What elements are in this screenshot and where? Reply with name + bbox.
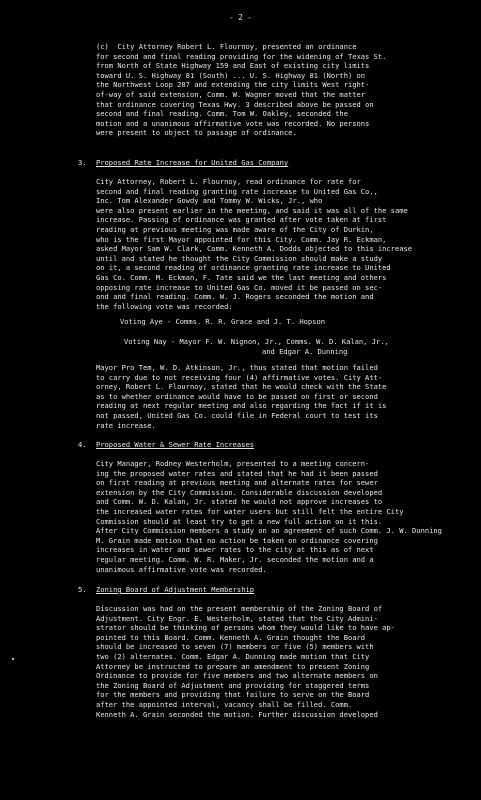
item-3-line: increase. Passing of ordinance was granted after vote taken at first <box>96 215 387 225</box>
item-5-line: the Zoning Board of Adjustment and providing for staggered terms <box>96 680 370 690</box>
intro-line: for second and final reading providing for the widening of Texas St. <box>96 51 387 61</box>
item-5-body <box>96 604 395 719</box>
item-5-line: Attorney be instructed to prepare an amendment to present Zoning <box>96 661 370 671</box>
item-5-line: Kenneth A. Grain seconded the motion. Further discussion developed <box>96 709 378 719</box>
item-3-after-line: as to whether ordinance would have to be passed on first or second <box>96 391 378 401</box>
intro-line: that ordinance covering Texas Hwy. 3 described above be passed on <box>96 99 374 109</box>
item-3-line: Inc. Tom Alexander Gowdy and Tommy W. Wicks, Jr., who <box>96 196 323 206</box>
vote-line: Voting Aye - Comms. R. R. Grace and J. T. Hopson <box>120 317 325 326</box>
item-3-number: 3. <box>78 158 87 167</box>
item-5-line: strator should be thinking of persons whom they would like to have ap- <box>96 623 395 633</box>
item-5-title: Zoning Board of Adjustment Membership <box>96 585 255 594</box>
item-4-line: City Manager, Rodney Westerholm, presented to a meeting concern- <box>96 459 370 468</box>
item-5-line: Discussion was had on the present membership of the Zoning Board of <box>96 604 383 613</box>
item-3-line: were also present earlier in the meeting, and said it was all of the same <box>96 205 408 215</box>
item-4-line: Commission should at least try to get a new full action on it this. <box>96 516 383 526</box>
item-4-line: on first reading at previous meeting and alternate rates for sewer <box>96 478 378 488</box>
item-4-line: M. Grain made motion that no action be taken on ordinance covering <box>96 535 378 545</box>
item-5-line: for the members and providing that failure to serve on the Board <box>96 690 370 700</box>
item-4-line: the increased water rates for water users but still felt the entire City <box>96 506 404 516</box>
vote-line: and Edgar A. Dunning <box>262 347 348 356</box>
item-4-line: unanimous affirmative vote was recorded. <box>96 564 267 574</box>
item-3-line: the following vote was recorded: <box>96 301 233 311</box>
intro-paragraph <box>96 42 386 138</box>
item-3-line: asked Mayor Sam W. Clark, Comm. Kenneth A. Dodds objected to this increase <box>96 244 413 254</box>
item-3-line: until and stated he thought the City Commission should make a study <box>96 253 383 263</box>
vote-line: Voting Nay - Mayor F. W. Nignon, Jr., Comms. W. D. Kalan, Jr., <box>124 337 389 346</box>
page-number: - 2 - <box>229 13 252 22</box>
item-4-line: After City Commission members a study on an agreement of such Comm. J. W. Dunning <box>96 526 442 536</box>
item-3-line: opposing rate increase to United Gas Co. moved it be passed on sec- <box>96 282 383 292</box>
intro-line: from North of State Highway 159 and East of existing city limits <box>96 61 370 71</box>
item-5-line: two (2) alternates. Comm. Edgar A. Dunning made motion that City <box>96 651 370 661</box>
margin-mark <box>12 658 14 660</box>
item-5-line: Adjustment. City Engr. E. Westerholm, stated that the City Admini- <box>96 613 378 623</box>
item-3-line: who is the first Mayor appointed for this City. Comm. Jay R. Eckman, <box>96 234 387 244</box>
item-3-after-line: not passed, United Gas Co. could file in Federal court to test its <box>96 410 378 420</box>
item-5-number: 5. <box>78 585 87 594</box>
item-4-number: 4. <box>78 440 87 449</box>
intro-line: were present to object to passage of ordinance. <box>96 128 297 138</box>
item-4-title: Proposed Water & Sewer Rate Increases <box>96 440 255 449</box>
intro-line: motion and a unanimous affirmative vote was recorded. No persons <box>96 118 370 128</box>
item-4-line: and Comm. W. D. Kalan, Jr. stated he would not approve increases to <box>96 497 383 507</box>
item-5-line: after the appointed interval, vacancy shall be filled. Comm. <box>96 699 353 709</box>
intro-line: toward U. S. Highway 81 (South) ... U. S. Highway 81 (North) on <box>96 70 366 80</box>
item-5-line: should be increased to seven (7) members or five (5) members with <box>96 642 374 652</box>
item-3-after <box>96 363 386 430</box>
intro-line: second and final reading. Comm. Tom W. Oakley, seconded the <box>96 109 348 119</box>
item-3-line: City Attorney, Robert L. Flournoy, read ordinance for rate for <box>96 177 361 186</box>
item-5-line: Ordinance to provide for five members and two alternate members on <box>96 671 378 681</box>
item-3-line: reading at previous meeting was made aware of the City of Durkin, <box>96 224 374 234</box>
item-5-line: pointed to this Board. Comm. Kenneth A. Grain thought the Board <box>96 632 366 642</box>
item-3-after-line: Mayor Pro Tem, W. D. Atkinson, Jr., thus stated that motion failed <box>96 363 378 372</box>
item-3-line: second and final reading granting rate increase to United Gas Co., <box>96 186 378 196</box>
item-3-title: Proposed Rate Increase for United Gas Company <box>96 158 289 167</box>
item-4-line: extension by the City Commission. Considerable discussion developed <box>96 487 383 497</box>
item-3-after-line: reading at next regular meeting and also regarding the fact if it is <box>96 401 387 411</box>
item-3-line: Gas Co. Comm. M. Eckman, F. Tate said we the last meeting and others <box>96 272 387 282</box>
item-3-after-line: orney, Robert L. Flournoy, stated that he would check with the State <box>96 382 387 392</box>
item-4-body <box>96 459 442 574</box>
intro-line: (c) City Attorney Robert L. Flournoy, presented an ordinance <box>96 42 357 51</box>
item-4-line: increases in water and sewer rates to the city at this as of next <box>96 545 374 555</box>
intro-line: of-way of said extension, Comm. W. Wagner moved that the matter <box>96 89 366 99</box>
item-3-after-line: rate increase. <box>96 420 156 430</box>
item-3-after-line: to carry due to not receiving four (4) affirmative votes. City Att- <box>96 372 383 382</box>
item-4-line: regular meeting. Comm. W. R. Maker, Jr. seconded the motion and a <box>96 554 374 564</box>
item-4-line: ing the proposed water rates and stated that he had it been passed <box>96 468 378 478</box>
item-3-line: on it, a second reading of ordinance granting rate increase to United <box>96 263 391 273</box>
item-3-body <box>96 177 412 311</box>
item-3-line: ond and final reading. Comm. W. J. Rogers seconded the motion and <box>96 292 374 302</box>
intro-line: the Northwest Loop 287 and extending the city limits West right- <box>96 80 370 90</box>
